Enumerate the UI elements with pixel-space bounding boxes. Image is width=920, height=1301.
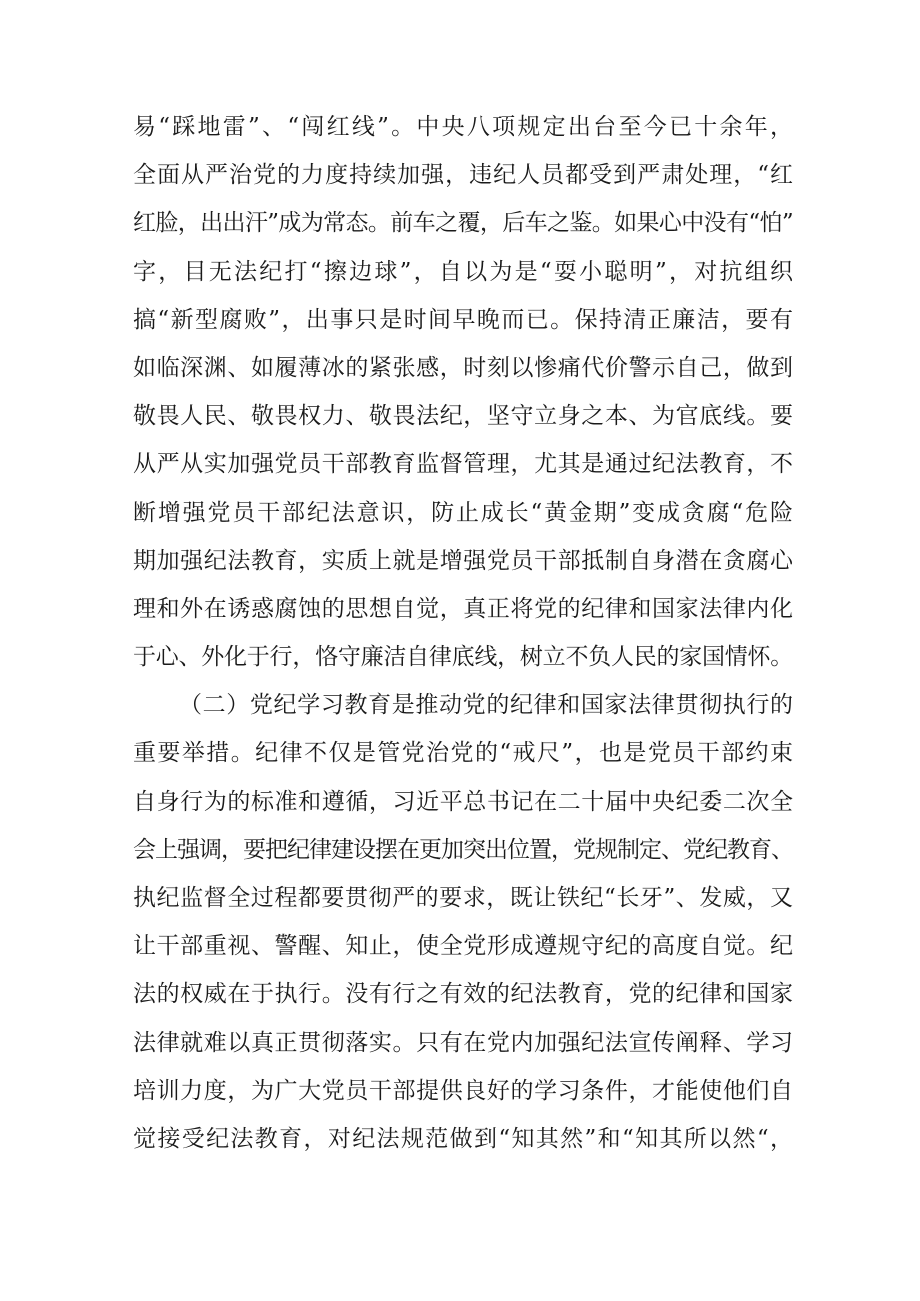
paragraph-end-line: 于心、外化于行，恪守廉洁自律底线，树立不负人民的家国情怀。 (133, 644, 794, 671)
body-text (133, 103, 793, 1163)
text-line: 断增强党员干部纪法意识，防止成长“黄金期”变成贪腐“危险 (133, 499, 793, 526)
text-line: 敬畏人民、敬畏权力、敬畏法纪，坚守立身之本、为官底线。要 (133, 403, 793, 430)
text-line: 重要举措。纪律不仅是管党治党的“戒尺”，也是党员干部约束 (133, 740, 793, 767)
section-heading-line: （二）党纪学习教育是推动党的纪律和国家法律贯彻执行的 (179, 692, 793, 719)
text-line: 全面从严治党的力度持续加强，违纪人员都受到严肃处理，“红 (133, 162, 793, 189)
text-line: 搞“新型腐败”，出事只是时间早晚而已。保持清正廉洁，要有 (133, 306, 793, 333)
text-line: 红脸，出出汗”成为常态。前车之覆，后车之鉴。如果心中没有“怕” (133, 210, 793, 237)
text-line: 执纪监督全过程都要贯彻严的要求，既让铁纪“长牙”、发威，又 (133, 885, 793, 911)
text-line: 培训力度，为广大党员干部提供良好的学习条件，才能使他们自 (133, 1077, 793, 1104)
text-line: 字，目无法纪打“擦边球”，自以为是“耍小聪明”，对抗组织 (133, 258, 793, 285)
text-line: 期加强纪法教育，实质上就是增强党员干部抵制自身潜在贪腐心 (133, 547, 793, 574)
text-line: 自身行为的标准和遵循，习近平总书记在二十届中央纪委二次全 (133, 788, 793, 815)
text-line: 理和外在诱惑腐蚀的思想自觉，真正将党的纪律和国家法律内化 (133, 595, 793, 622)
text-line: 如临深渊、如履薄冰的紧张感，时刻以惨痛代价警示自己，做到 (133, 354, 793, 381)
text-line: 从严从实加强党员干部教育监督管理，尤其是通过纪法教育，不 (133, 451, 793, 478)
text-line: 法的权威在于执行。没有行之有效的纪法教育，党的纪律和国家 (133, 981, 793, 1008)
text-line: 让干部重视、警醒、知止，使全党形成遵规守纪的高度自觉。纪 (133, 933, 793, 960)
text-line: 会上强调，要把纪律建设摆在更加突出位置，党规制定、党纪教育、 (133, 836, 793, 863)
text-line: 觉接受纪法教育，对纪法规范做到“知其然”和“知其所以然“， (133, 1125, 793, 1152)
text-line: 法律就难以真正贯彻落实。只有在党内加强纪法宣传阐释、学习 (133, 1029, 793, 1056)
text-line: 易“踩地雷”、“闯红线”。中央八项规定出台至今已十余年， (133, 114, 793, 140)
